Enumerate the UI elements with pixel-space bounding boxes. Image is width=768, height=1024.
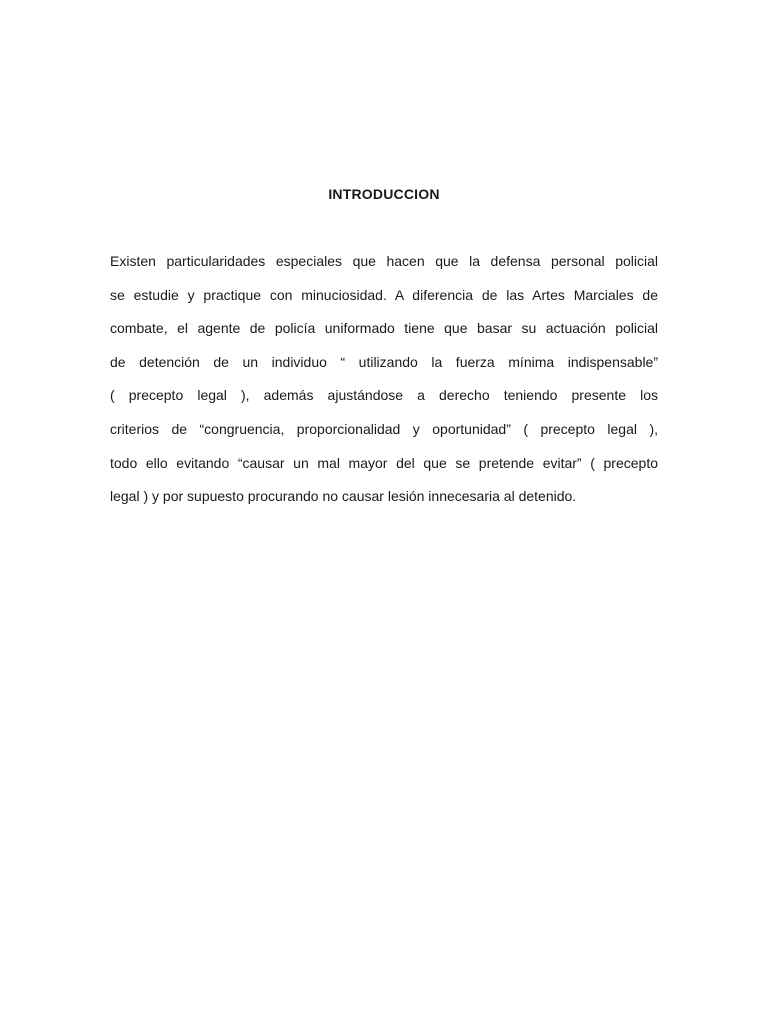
paragraph-line-8: legal ) y por supuesto procurando no causar lesión innecesaria al detenido.: [110, 488, 577, 505]
page-title: INTRODUCCION: [328, 186, 440, 202]
paragraph-line-6: criterios de “congruencia, proporcionalidad y oportunidad” ( precepto legal ),: [110, 420, 658, 437]
paragraph-line-3: combate, el agente de policía uniformado tiene que basar su actuación policial: [110, 320, 658, 337]
paragraph-line-7: todo ello evitando “causar un mal mayor del que se pretende evitar” ( precepto: [110, 454, 658, 471]
paragraph-line-2: se estudie y practique con minuciosidad. A diferencia de las Artes Marciales de: [110, 286, 658, 303]
paragraph-line-1: Existen particularidades especiales que hacen que la defensa personal policial: [110, 253, 658, 269]
introduction-paragraph: [110, 245, 658, 514]
paragraph-line-4: de detención de un individuo “ utilizando la fuerza mínima indispensable”: [110, 353, 658, 370]
paragraph-line-5: ( precepto legal ), además ajustándose a derecho teniendo presente los: [110, 387, 658, 404]
